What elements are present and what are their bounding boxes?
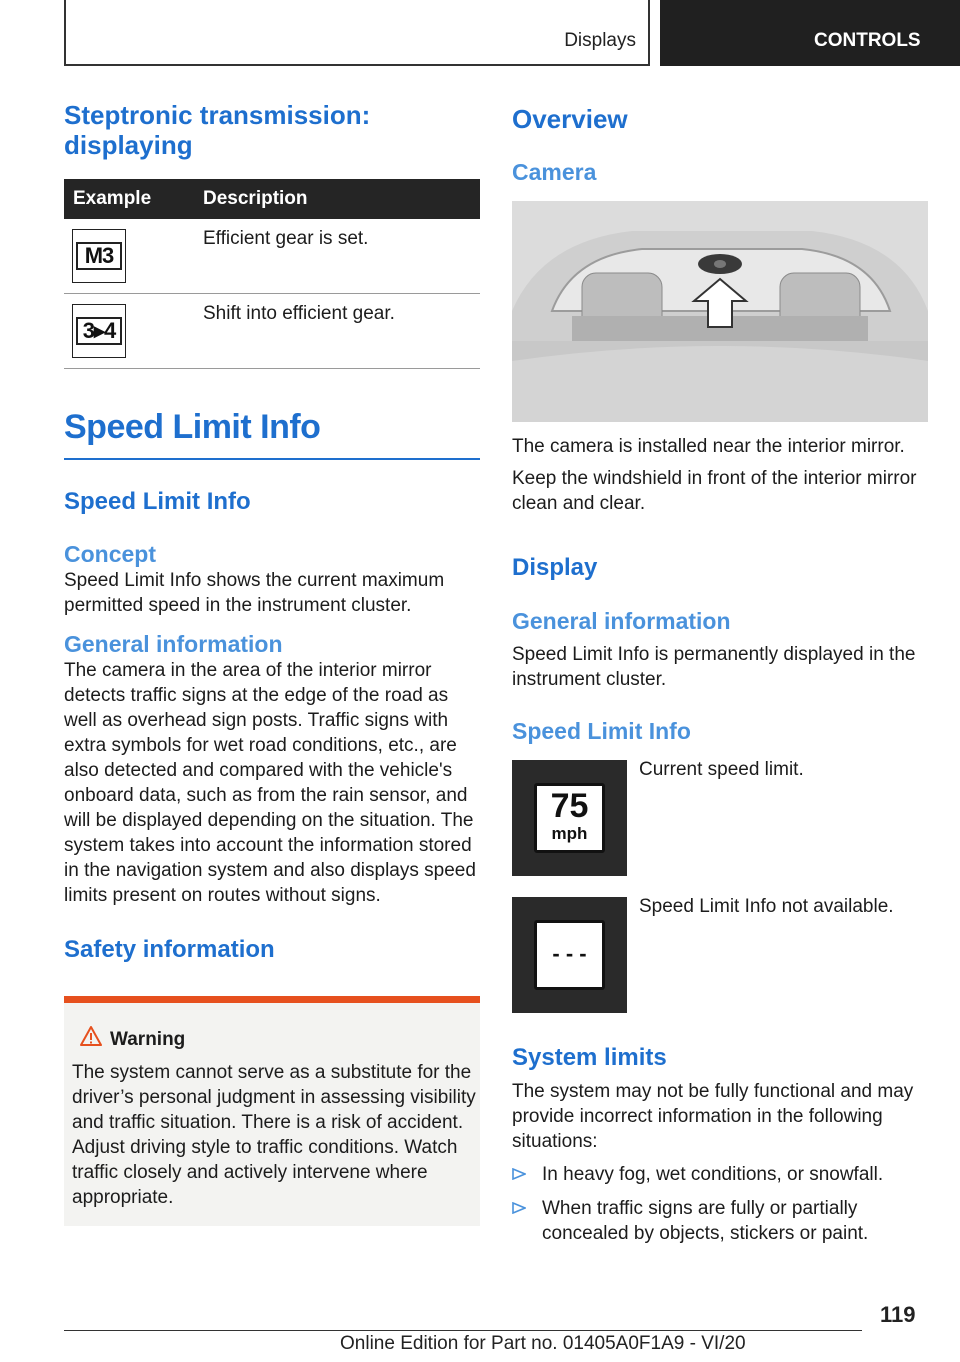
safety-heading: Safety information [64, 936, 275, 963]
gear-m3-label: M3 [76, 242, 122, 270]
limits-heading: System limits [512, 1044, 667, 1071]
table-header [64, 179, 480, 219]
left-column [64, 100, 480, 965]
bullet-text: In heavy fog, wet conditions, or snowfall. [542, 1164, 884, 1185]
speed-limit-sign-icon [512, 760, 627, 876]
camera-location-image [512, 201, 928, 422]
sli-heading: Speed Limit Info [512, 718, 691, 744]
heading-rule [64, 458, 480, 460]
running-header [64, 0, 650, 66]
warning-icon [80, 1025, 102, 1047]
bullet-triangle-icon [512, 1168, 526, 1180]
gear-shift-label: 3▸4 [76, 317, 122, 345]
gear-shift-icon [72, 304, 126, 358]
display-heading: Display [512, 554, 598, 581]
steptronic-heading: Steptronic transmission: displaying [64, 100, 371, 160]
page-number: 119 [880, 1302, 916, 1327]
speed-sign-face-empty [534, 920, 605, 990]
speed-unit: mph [551, 824, 588, 843]
camera-text-1: The camera is installed near the interior mirror. [512, 436, 905, 457]
chapter-title: CONTROLS [814, 30, 921, 51]
row-description: Efficient gear is set. [203, 228, 369, 249]
sign2-caption: Speed Limit Info not available. [639, 896, 894, 917]
concept-text: Speed Limit Info shows the current maximum permitted speed in the instrument cluster. [64, 570, 445, 616]
col-description-header: Description [203, 188, 308, 209]
camera-heading: Camera [512, 159, 597, 185]
gear-table [64, 179, 480, 369]
car-interior-illustration [512, 201, 928, 422]
main-heading: Speed Limit Info [64, 408, 321, 446]
speed-value: 75 [550, 787, 589, 825]
row-description: Shift into efficient gear. [203, 303, 395, 324]
bullet-triangle-icon [512, 1202, 526, 1214]
sign1-caption: Current speed limit. [639, 759, 804, 780]
concept-heading: Concept [64, 541, 156, 567]
display-general-heading: General information [512, 608, 731, 634]
warning-title: Warning [110, 1029, 186, 1050]
general-heading: General information [64, 631, 283, 657]
edition-text: Online Edition for Part no. 01405A0F1A9 - VI/20 [340, 1333, 746, 1354]
footer-rule [64, 1330, 862, 1331]
sub-heading: Speed Limit Info [64, 488, 251, 515]
section-title: Displays [564, 30, 636, 51]
warning-box [64, 996, 480, 1226]
display-general-text: Speed Limit Info is permanently displayed in the instrument cluster. [512, 644, 916, 690]
dashes: - - - [552, 941, 587, 966]
speed-sign-face [534, 783, 605, 853]
bullet-text: When traffic signs are fully or partially concealed by objects, stickers or paint. [542, 1198, 869, 1244]
col-example-header: Example [73, 188, 152, 209]
table-row [64, 294, 480, 369]
table-row [64, 219, 480, 294]
limits-text: The system may not be fully functional and may provide incorrect information in the following situations: [512, 1081, 914, 1152]
warning-text: The system cannot serve as a substitute for the driver’s personal judgment in assessing visibility and traffic situation. There is a risk of accident. Adjust driving style to traffic conditions. Watch traffic closely and actively intervene where appropriate. [72, 1062, 476, 1208]
overview-heading: Overview [512, 104, 628, 134]
general-text: The camera in the area of the interior mirror detects traffic signs at the edge of the road as well as overhead sign posts. Traffic signs with extra symbols for wet road conditions, etc., are also detected and compared with the vehicle's onboard data, such as from the rain sensor, and will be displayed depending on the situation. The system takes into account the information stored in the navigation system and also displays speed limits present on routes without signs. [64, 660, 476, 906]
camera-text-2: Keep the windshield in front of the interior mirror clean and clear. [512, 468, 917, 514]
speed-limit-unavailable-icon [512, 897, 627, 1013]
chapter-tab [660, 0, 960, 66]
gear-m3-icon [72, 229, 126, 283]
